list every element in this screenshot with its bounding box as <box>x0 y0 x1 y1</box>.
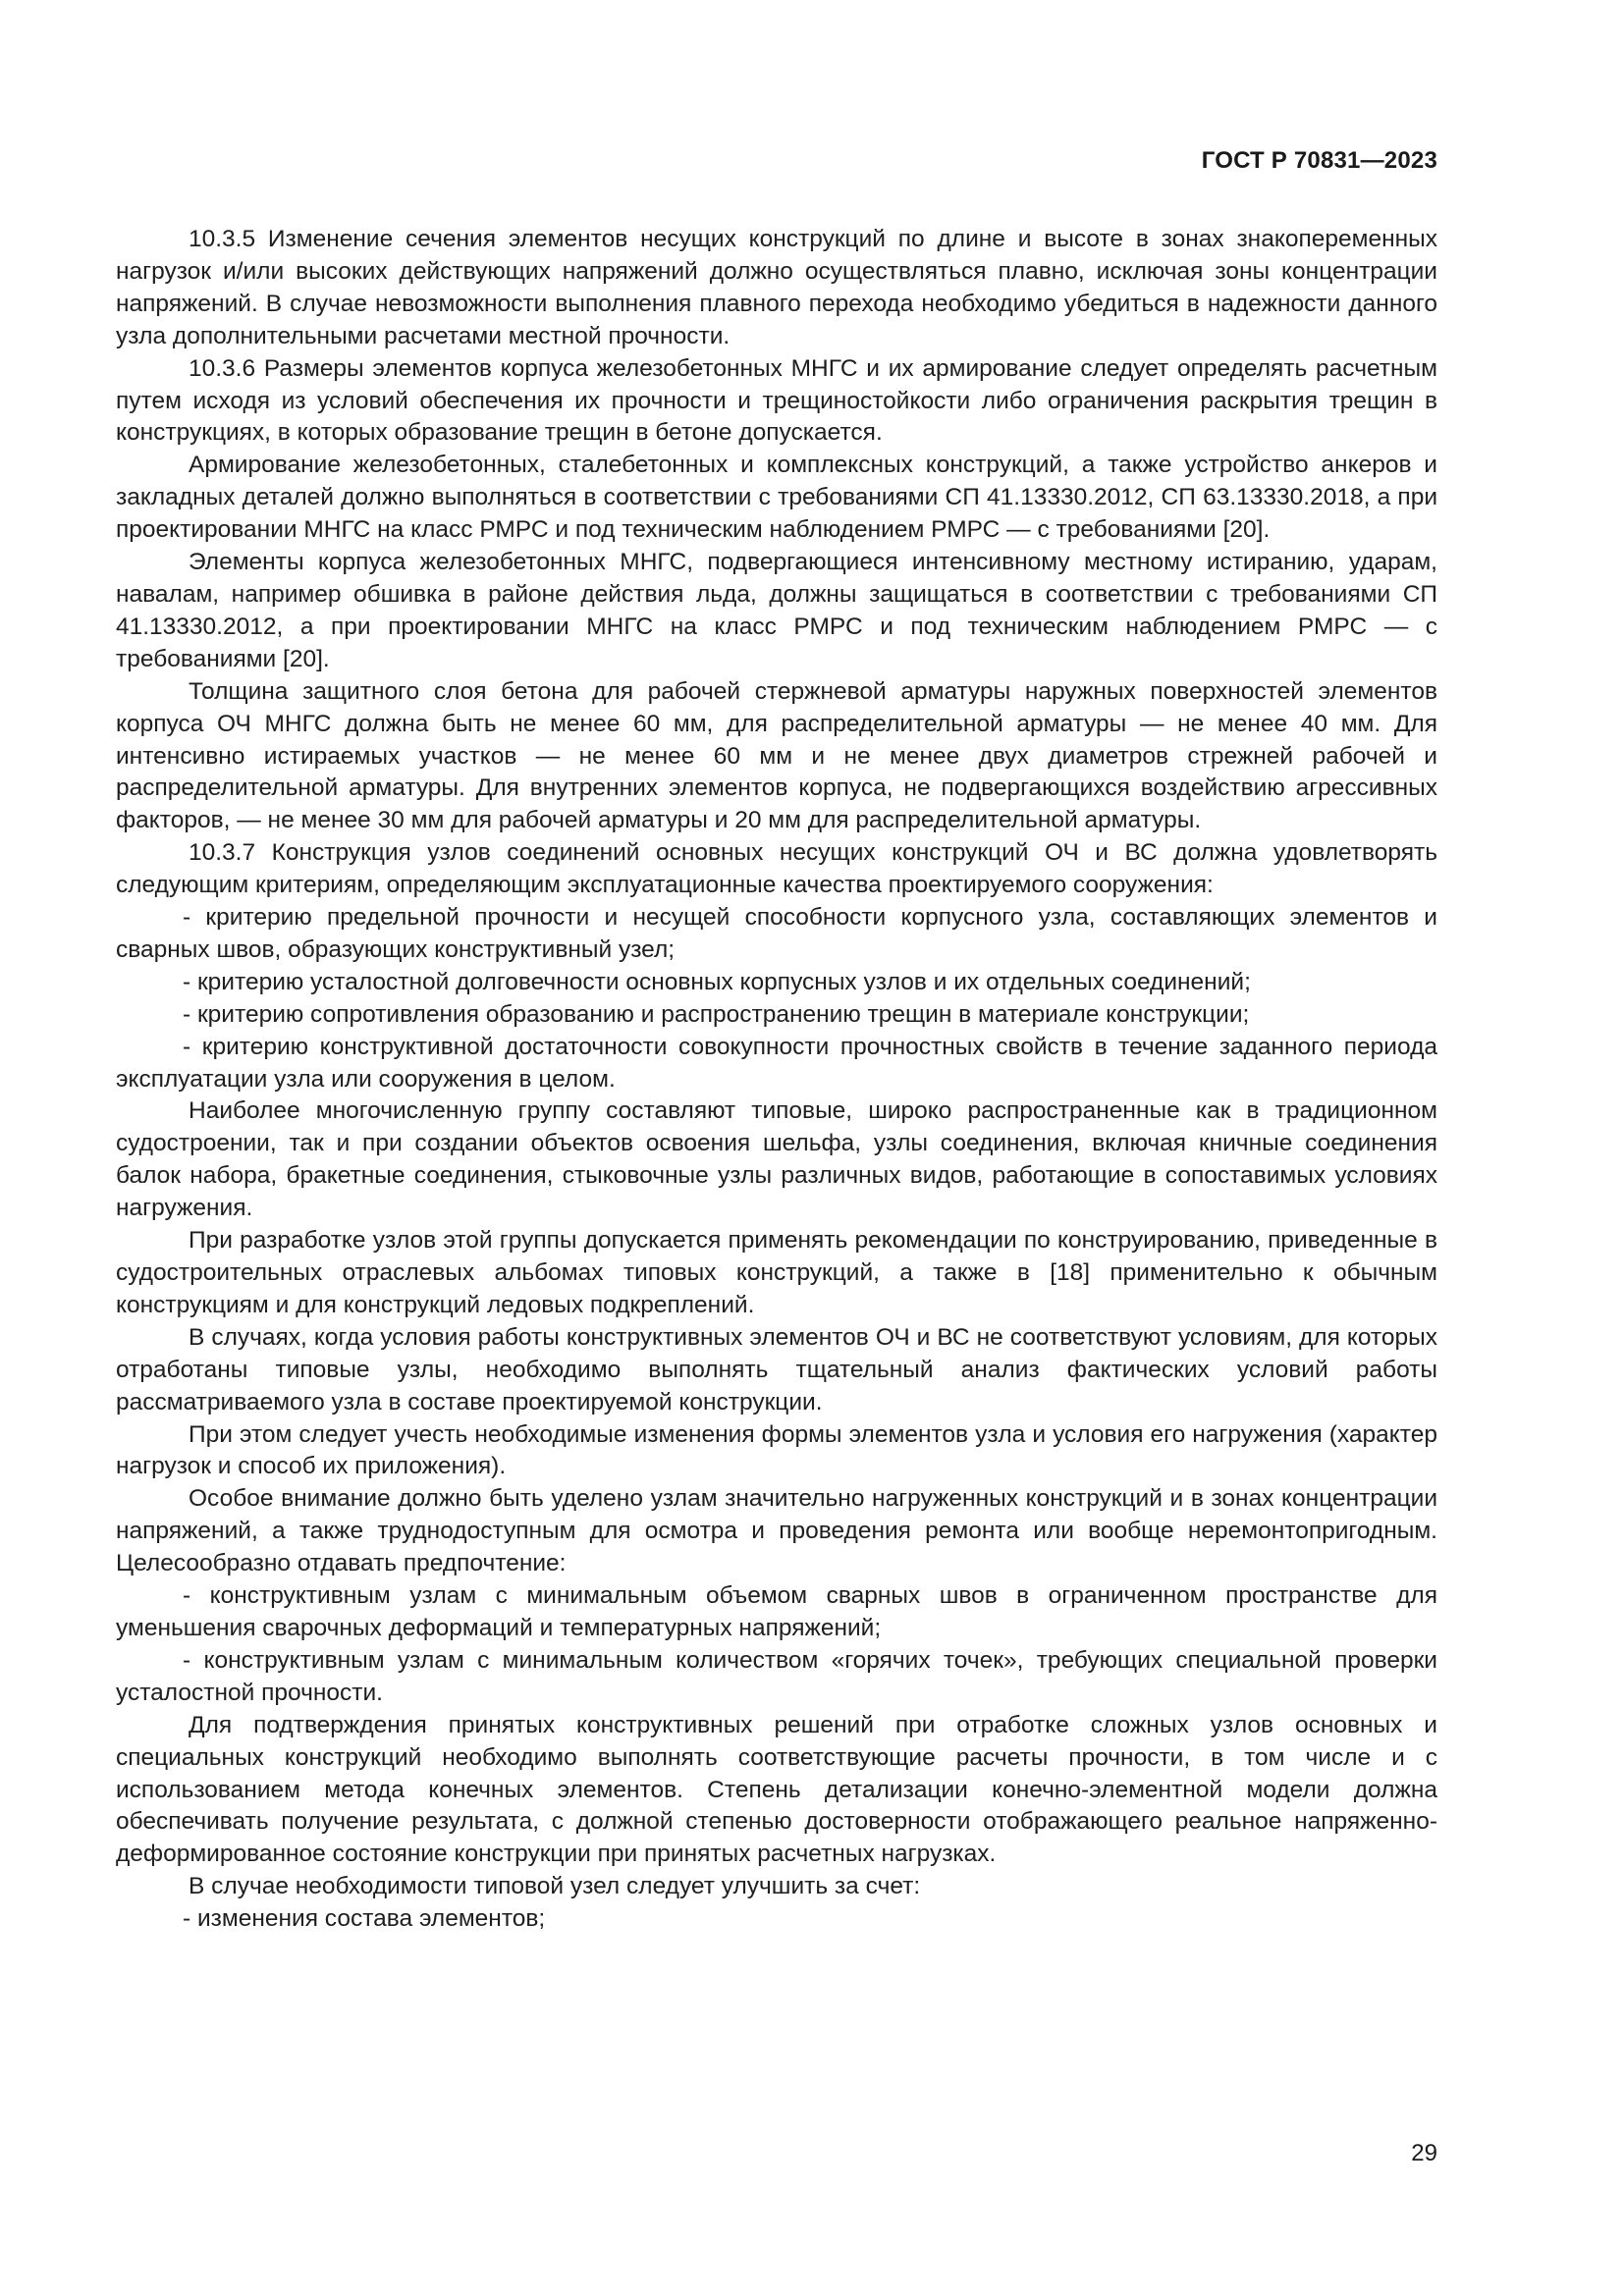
list-item-crack-resistance: - критерию сопротивления образованию и распространению трещин в материале конструкции; <box>183 1000 1250 1028</box>
document-code-header: ГОСТ Р 70831—2023 <box>1201 147 1437 174</box>
paragraph-10-3-5: 10.3.5 Изменение сечения элементов несущих конструкций по длине и высоте в зонах знакопеременных нагрузок и/или высоких действующих напряжений должно осуществляться плавно, исключая зоны концентрации напряжений. В случае невозможности выполнения плавного перехода необходимо убедиться в надежности данного узла дополнительными расчетами местной прочности. <box>116 226 1437 349</box>
paragraph-reinforcement: Армирование железобетонных, сталебетонных и комплексных конструкций, а также устройство анкеров и закладных деталей должно выполняться в соответствии с требованиями СП 41.13330.2012, СП 63.13330.2018, а при проектировании МНГС на класс РМРС и под техническим наблюдением РМРС — с требованиями [20]. <box>116 452 1437 544</box>
page-number: 29 <box>1411 2140 1437 2166</box>
list-item-composition-change: - изменения состава элементов; <box>183 1905 546 1933</box>
paragraph-typical-joints: Наиболее многочисленную группу составляют типовые, широко распространенные как в традиционном судостроении, так и при создании объектов освоения шельфа, узлы соединения, включая кничные соединения балок набора, бракетные соединения, стыковочные узлы различных видов, работающие в сопоставимых условиях нагружения. <box>116 1097 1437 1222</box>
list-item-fatigue: - критерию усталостной долговечности основных корпусных узлов и их отдельных соединений; <box>183 968 1251 995</box>
paragraph-10-3-6: 10.3.6 Размеры элементов корпуса железобетонных МНГС и их армирование следует определять расчетным путем исходя из условий обеспечения их прочности и трещиностойкости либо ограничения раскрытия трещин в конструкциях, в которых образование трещин в бетоне допускается. <box>116 354 1437 447</box>
list-item-structural-sufficiency: - критерию конструктивной достаточности совокупности прочностных свойств в течение заданного периода эксплуатации узла или сооружения в целом. <box>116 1033 1437 1093</box>
paragraph-10-3-7: 10.3.7 Конструкция узлов соединений основных несущих конструкций ОЧ и ВС должна удовлетворять следующим критериям, определяющим эксплуатационные качества проектируемого сооружения: <box>116 839 1437 899</box>
list-item-min-weld-volume: - конструктивным узлам с минимальным объемом сварных швов в ограниченном пространстве для уменьшения сварочных деформаций и температурных напряжений; <box>116 1582 1437 1641</box>
paragraph-shape-changes: При этом следует учесть необходимые изменения формы элементов узла и условия его нагружения (характер нагрузок и способ их приложения). <box>116 1420 1437 1480</box>
paragraph-nonstandard-conditions: В случаях, когда условия работы конструктивных элементов ОЧ и ВС не соответствуют условиям, для которых отработаны типовые узлы, необходимо выполнять тщательный анализ фактических условий работы рассматриваемого узла в составе проектируемой конструкции. <box>116 1323 1437 1415</box>
paragraph-abrasion-protection: Элементы корпуса железобетонных МНГС, подвергающиеся интенсивному местному истиранию, ударам, навалам, например обшивка в районе действия льда, должны защищаться в соответствии с требованиями СП 41.13330.2012, а при проектировании МНГС на класс РМРС и под техническим наблюдением РМРС — с требованиями [20]. <box>116 549 1437 672</box>
paragraph-joint-improvement: В случае необходимости типовой узел следует улучшить за счет: <box>189 1873 921 1900</box>
list-item-min-hot-spots: - конструктивным узлам с минимальным количеством «горячих точек», требующих специальной проверки усталостной прочности. <box>116 1646 1437 1706</box>
body-text <box>116 224 1437 1936</box>
paragraph-fem-analysis: Для подтверждения принятых конструктивных решений при отработке сложных узлов основных и специальных конструкций необходимо выполнять соответствующие расчеты прочности, в том числе и с использованием метода конечных элементов. Степень детализации конечно-элементной модели должна обеспечивать получение результата, с должной степенью достоверности отображающего реальное напряженно-деформированное состояние конструкции при принятых расчетных нагрузках. <box>116 1711 1437 1868</box>
paragraph-design-recommendations: При разработке узлов этой группы допускается применять рекомендации по конструированию, приведенные в судостроительных отраслевых альбомах типовых конструкций, а также в [18] применительно к обычным конструкциям и для конструкций ледовых подкреплений. <box>116 1227 1437 1318</box>
paragraph-concrete-cover: Толщина защитного слоя бетона для рабочей стержневой арматуры наружных поверхностей элементов корпуса ОЧ МНГС должна быть не менее 60 мм, для распределительной арматуры — не менее 40 мм. Для интенсивно истираемых участков — не менее 60 мм и не менее двух диаметров стрежней рабочей и распределительной арматуры. Для внутренних элементов корпуса, не подвергающихся воздействию агрессивных факторов, — не менее 30 мм для рабочей арматуры и 20 мм для распределительной арматуры. <box>116 677 1437 834</box>
list-item-ultimate-strength: - критерию предельной прочности и несущей способности корпусного узла, составляющих элементов и сварных швов, образующих конструктивный узел; <box>116 904 1437 963</box>
paragraph-special-attention: Особое внимание должно быть уделено узлам значительно нагруженных конструкций и в зонах концентрации напряжений, а также труднодоступным для осмотра и проведения ремонта или вообще неремонтопригодным. Целесообразно отдавать предпочтение: <box>116 1485 1437 1577</box>
